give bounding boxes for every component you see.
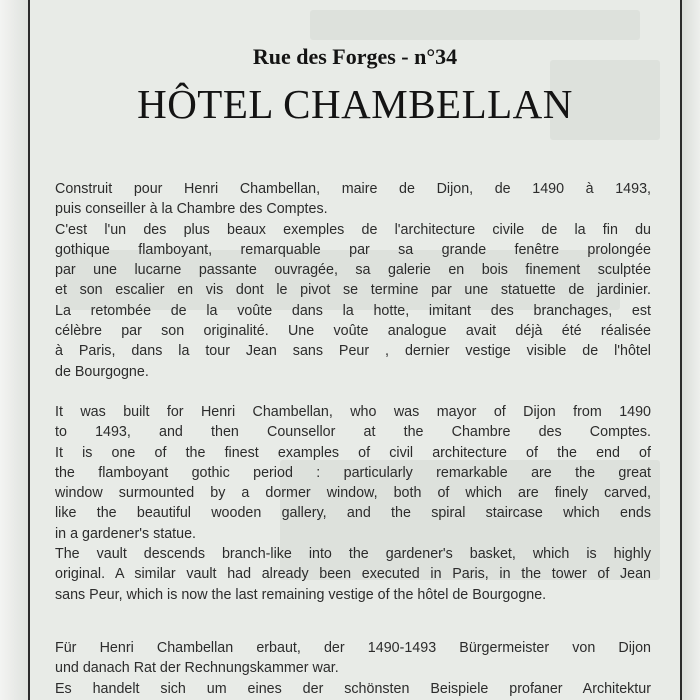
text-line: à Paris, dans la tour Jean sans Peur , dernier vestige visible de l'hôtel [55,343,651,360]
info-plaque [28,0,682,700]
page-title: HÔTEL CHAMBELLAN [137,81,573,127]
text-line: Für Henri Chambellan erbaut, der 1490-1493 Bürgermeister von Dijon [55,640,651,656]
text-line: The vault descends branch-like into the gardener's basket, which is highly [55,546,651,563]
text-line: to 1493, and then Counsellor at the Chambre des Comptes. [55,424,651,441]
text-line: It is one of the finest examples of civil architecture of the end of [55,444,651,461]
text-line: et son escalier en vis dont le pivot se termine par une statuette de jardinier. [55,282,651,299]
text-line: par une lucarne passante ouvragée, sa galerie en bois finement sculptée [55,262,651,279]
text-line: Construit pour Henri Chambellan, maire de Dijon, de 1490 à 1493, [55,181,651,197]
text-line: und danach Rat der Rechnungskammer war. [55,660,339,677]
text-line: célèbre par son originalité. Une voûte analogue avait déjà été réalisée [55,323,651,340]
background-texture [310,10,640,40]
text-line: puis conseiller à la Chambre des Comptes. [55,201,328,218]
left-border [0,0,28,700]
right-border [680,0,700,700]
street-address: Rue des Forges - n°34 [252,44,458,69]
text-line: in a gardener's statue. [55,525,197,542]
text-line: C'est l'un des plus beaux exemples de l'architecture civile de la fin du [55,221,651,238]
text-line: Es handelt sich um eines der schönsten Beispiele profaner Architektur [55,680,651,697]
german-paragraph [55,638,651,699]
text-line: gothique flamboyant, remarquable par sa grande fenêtre prolongée [55,241,651,258]
text-line: sans Peur, which is now the last remaining vestige of the hôtel de Bourgogne. [55,586,547,603]
french-paragraph [55,179,651,382]
text-line: like the beautiful wooden gallery, and the spiral staircase which ends [55,505,651,522]
text-line: the flamboyant gothic period : particularly remarkable are the great [55,464,651,481]
text-line: La retombée de la voûte dans la hotte, imitant des branchages, est [55,302,651,319]
text-line: original. A similar vault had already been executed in Paris, in the tower of Jean [55,566,651,583]
english-paragraph [55,402,651,605]
text-line: window surmounted by a dormer window, both of which are finely carved, [55,485,651,502]
text-line: It was built for Henri Chambellan, who was mayor of Dijon from 1490 [55,404,651,420]
text-line: de Bourgogne. [55,363,149,380]
